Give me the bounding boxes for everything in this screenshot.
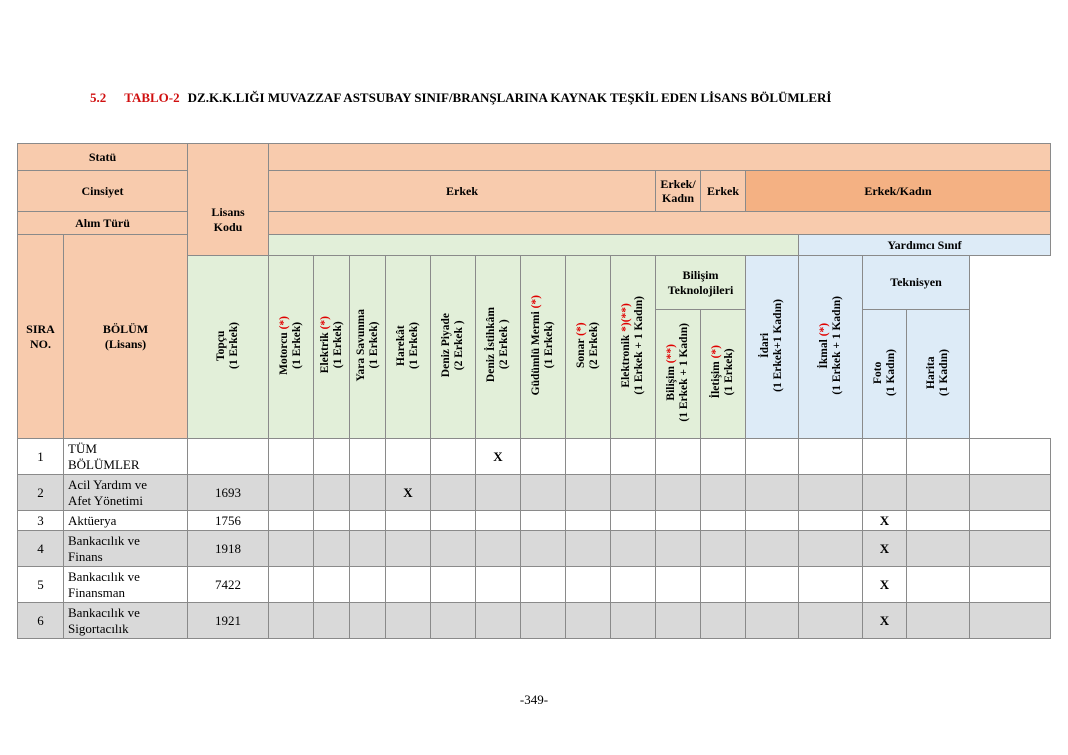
row-mark-cell: [350, 475, 386, 511]
row-mark-cell: [521, 511, 566, 531]
bilisim-teknolojileri-header: Bilişim Teknolojileri: [656, 256, 746, 310]
row-mark-cell: [970, 439, 1051, 475]
row-mark-cell: [799, 531, 863, 567]
row-mark-cell: [611, 531, 656, 567]
row-mark-cell: [656, 475, 701, 511]
row-mark-cell: X: [863, 531, 907, 567]
row-mark-cell: [656, 439, 701, 475]
branch-header: Elektronik *)(**) (1 Erkek + 1 Kadın): [611, 256, 656, 439]
row-mark-cell: [476, 475, 521, 511]
row-mark-cell: [701, 603, 746, 639]
row-bolum: TÜM BÖLÜMLER: [64, 439, 188, 475]
row-number: 2: [18, 475, 64, 511]
row-mark-cell: [799, 511, 863, 531]
row-mark-cell: X: [386, 475, 431, 511]
row-lisans-kodu: 1693: [188, 475, 269, 511]
cinsiyet-label: Cinsiyet: [18, 171, 188, 212]
alim-turu-value: [269, 212, 1051, 235]
row-mark-cell: [746, 531, 799, 567]
cinsiyet-erkek: Erkek: [269, 171, 656, 212]
row-mark-cell: [701, 511, 746, 531]
row-mark-cell: [476, 531, 521, 567]
cinsiyet-erkek-single: Erkek: [701, 171, 746, 212]
row-mark-cell: [566, 567, 611, 603]
title-text: DZ.K.K.LIĞI MUVAZZAF ASTSUBAY SINIF/BRANŞLARINA KAYNAK TEŞKİL EDEN LİSANS BÖLÜMLERİ: [187, 90, 832, 105]
row-mark-cell: [521, 567, 566, 603]
row-number: 5: [18, 567, 64, 603]
row-mark-cell: [476, 603, 521, 639]
row-mark-cell: [521, 531, 566, 567]
table-title: [90, 90, 831, 106]
row-mark-cell: [350, 567, 386, 603]
row-mark-cell: [746, 439, 799, 475]
row-mark-cell: X: [863, 567, 907, 603]
row-mark-cell: [799, 439, 863, 475]
row-mark-cell: [314, 603, 350, 639]
row-mark-cell: [970, 511, 1051, 531]
branch-header: Topçu (1 Erkek): [188, 256, 269, 439]
row-mark-cell: [799, 603, 863, 639]
row-mark-cell: [746, 511, 799, 531]
row-mark-cell: [350, 511, 386, 531]
branch-header: Motorcu (*) (1 Erkek): [269, 256, 314, 439]
statu-value: [269, 144, 1051, 171]
row-mark-cell: [746, 567, 799, 603]
branch-header: Harita (1 Kadın): [907, 310, 970, 439]
row-number: 6: [18, 603, 64, 639]
row-mark-cell: [611, 567, 656, 603]
table-row: [18, 531, 1051, 567]
table-row: [18, 475, 1051, 511]
row-mark-cell: [970, 603, 1051, 639]
row-mark-cell: [386, 531, 431, 567]
row-mark-cell: X: [476, 439, 521, 475]
row-mark-cell: [566, 439, 611, 475]
row-mark-cell: [746, 475, 799, 511]
row-mark-cell: [476, 511, 521, 531]
branch-header: Sonar (*) (2 Erkek): [566, 256, 611, 439]
row-mark-cell: [799, 567, 863, 603]
row-mark-cell: [611, 603, 656, 639]
row-mark-cell: [269, 475, 314, 511]
row-mark-cell: [611, 475, 656, 511]
row-mark-cell: [386, 603, 431, 639]
branch-header: İdari (1 Erkek+1 Kadın): [746, 256, 799, 439]
row-mark-cell: [907, 511, 970, 531]
lisans-kodu-header: Lisans Kodu: [188, 144, 269, 256]
row-mark-cell: [350, 603, 386, 639]
row-mark-cell: [611, 511, 656, 531]
row-lisans-kodu: 1918: [188, 531, 269, 567]
row-mark-cell: [656, 603, 701, 639]
table-row: [18, 567, 1051, 603]
row-mark-cell: [269, 511, 314, 531]
row-mark-cell: [701, 475, 746, 511]
row-mark-cell: X: [863, 603, 907, 639]
row-mark-cell: [863, 439, 907, 475]
row-mark-cell: [431, 439, 476, 475]
bolum-header: BÖLÜM (Lisans): [64, 235, 188, 439]
row-mark-cell: [431, 531, 476, 567]
row-lisans-kodu: 1756: [188, 511, 269, 531]
row-mark-cell: [611, 439, 656, 475]
row-mark-cell: [314, 567, 350, 603]
row-mark-cell: [907, 475, 970, 511]
table-row: [18, 603, 1051, 639]
row-mark-cell: [656, 511, 701, 531]
row-mark-cell: [314, 531, 350, 567]
row-mark-cell: [970, 567, 1051, 603]
row-mark-cell: [863, 475, 907, 511]
branch-header: Elektrik (*) (1 Erkek): [314, 256, 350, 439]
row-bolum: Bankacılık ve Sigortacılık: [64, 603, 188, 639]
row-mark-cell: [907, 531, 970, 567]
row-mark-cell: [521, 439, 566, 475]
branch-header: Yara Savunma (1 Erkek): [350, 256, 386, 439]
row-mark-cell: [431, 567, 476, 603]
statu-label: Statü: [18, 144, 188, 171]
row-mark-cell: [386, 439, 431, 475]
row-mark-cell: [701, 531, 746, 567]
row-number: 4: [18, 531, 64, 567]
row-lisans-kodu: 1921: [188, 603, 269, 639]
row-mark-cell: [566, 511, 611, 531]
row-mark-cell: [350, 531, 386, 567]
yardimci-sinif-header: Yardımcı Sınıf: [799, 235, 1051, 256]
row-mark-cell: [907, 567, 970, 603]
row-bolum: Acil Yardım ve Afet Yönetimi: [64, 475, 188, 511]
row-mark-cell: [386, 567, 431, 603]
title-tablo: TABLO-2: [124, 90, 180, 105]
row-mark-cell: [907, 603, 970, 639]
row-mark-cell: [269, 567, 314, 603]
title-number: 5.2: [90, 90, 107, 105]
page-number: -349-: [519, 692, 549, 707]
row-mark-cell: [799, 475, 863, 511]
row-mark-cell: [476, 567, 521, 603]
row-number: 1: [18, 439, 64, 475]
row-mark-cell: [314, 439, 350, 475]
row-mark-cell: [701, 439, 746, 475]
branch-header: Güdümlü Mermi (*) (1 Erkek): [521, 256, 566, 439]
row-mark-cell: [566, 603, 611, 639]
teknisyen-header: Teknisyen: [863, 256, 970, 310]
row-mark-cell: [314, 511, 350, 531]
row-lisans-kodu: 7422: [188, 567, 269, 603]
row-lisans-kodu: [188, 439, 269, 475]
row-mark-cell: [746, 603, 799, 639]
branch-header: İletişim (*) (1 Erkek): [701, 310, 746, 439]
row-mark-cell: [269, 531, 314, 567]
row-mark-cell: [701, 567, 746, 603]
row-mark-cell: [907, 439, 970, 475]
cinsiyet-erkek-kadin: Erkek/ Kadın: [656, 171, 701, 212]
branch-header: Deniz Piyade (2 Erkek ): [431, 256, 476, 439]
row-bolum: Aktüerya: [64, 511, 188, 531]
row-mark-cell: [566, 531, 611, 567]
row-number: 3: [18, 511, 64, 531]
row-mark-cell: X: [863, 511, 907, 531]
row-mark-cell: [970, 531, 1051, 567]
cinsiyet-erkek-kadin-wide: Erkek/Kadın: [746, 171, 1051, 212]
alim-turu-label: Alım Türü: [18, 212, 188, 235]
branch-header: Foto (1 Kadın): [863, 310, 907, 439]
row-mark-cell: [656, 567, 701, 603]
row-mark-cell: [431, 475, 476, 511]
row-mark-cell: [386, 511, 431, 531]
row-bolum: Bankacılık ve Finansman: [64, 567, 188, 603]
row-mark-cell: [350, 439, 386, 475]
green-band: [269, 235, 799, 256]
table-row: [18, 511, 1051, 531]
table-row: [18, 439, 1051, 475]
row-mark-cell: [656, 531, 701, 567]
row-mark-cell: [314, 475, 350, 511]
row-mark-cell: [566, 475, 611, 511]
row-bolum: Bankacılık ve Finans: [64, 531, 188, 567]
branch-header: Deniz İstihkâm (2 Erkek ): [476, 256, 521, 439]
branch-header: Bilişim (**) (1 Erkek + 1 Kadın): [656, 310, 701, 439]
branch-header: Harekât (1 Erkek): [386, 256, 431, 439]
row-mark-cell: [521, 603, 566, 639]
row-mark-cell: [431, 603, 476, 639]
row-mark-cell: [269, 603, 314, 639]
row-mark-cell: [970, 475, 1051, 511]
row-mark-cell: [521, 475, 566, 511]
branches-table: [17, 143, 1051, 639]
branch-header: İkmal (*) (1 Erkek + 1 Kadın): [799, 256, 863, 439]
sira-no-header: SIRA NO.: [18, 235, 64, 439]
row-mark-cell: [269, 439, 314, 475]
row-mark-cell: [431, 511, 476, 531]
